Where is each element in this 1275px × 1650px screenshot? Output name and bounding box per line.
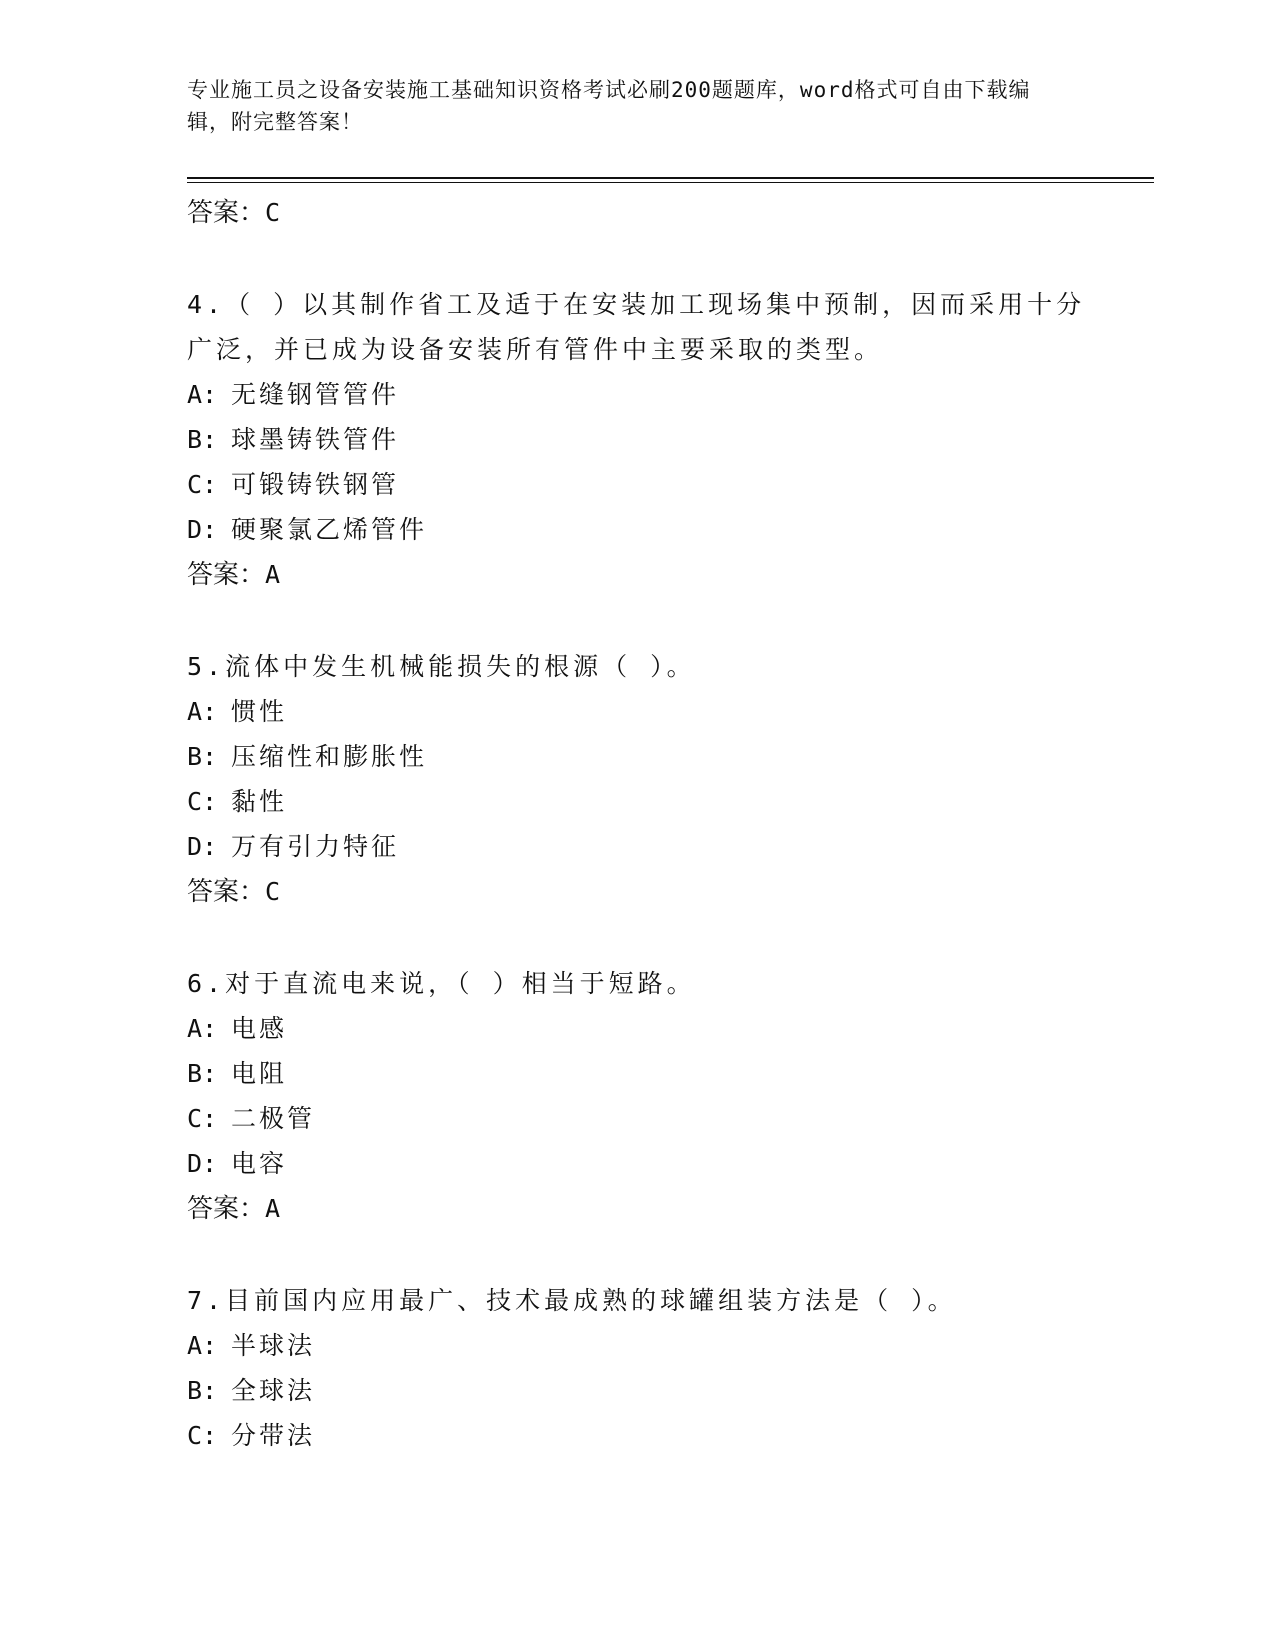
option-d: [187, 824, 1087, 869]
question-text: 6.对于直流电来说，（ ）相当于短路。: [187, 969, 696, 998]
option-text: 电感: [231, 1014, 288, 1043]
option-letter: C:: [187, 470, 218, 499]
option-text: 无缝钢管管件: [231, 380, 400, 409]
question-block: [187, 282, 1087, 598]
option-text: 黏性: [231, 787, 288, 816]
option-b: [187, 1051, 1087, 1096]
document-body: [187, 190, 1087, 1504]
option-letter: C:: [187, 1421, 218, 1450]
option-letter: C:: [187, 787, 218, 816]
option-a: [187, 689, 1087, 734]
answer-value: C: [265, 198, 281, 227]
option-text: 球墨铸铁管件: [231, 425, 400, 454]
option-d: [187, 1141, 1087, 1186]
option-c: [187, 779, 1087, 824]
option-letter: A:: [187, 1331, 218, 1360]
answer-value: C: [265, 877, 281, 906]
answer-label: 答案：: [187, 877, 266, 907]
answer-value: A: [265, 1194, 281, 1223]
option-text: 万有引力特征: [231, 832, 400, 861]
option-letter: D:: [187, 1149, 218, 1178]
option-b: [187, 417, 1087, 462]
option-a: [187, 1323, 1087, 1368]
option-text: 硬聚氯乙烯管件: [231, 515, 428, 544]
option-text: 分带法: [231, 1421, 316, 1450]
option-letter: B:: [187, 742, 218, 771]
answer-label: 答案：: [187, 1194, 266, 1224]
option-letter: A:: [187, 1014, 218, 1043]
option-d: [187, 507, 1087, 552]
option-c: [187, 462, 1087, 507]
answer-value: A: [265, 560, 281, 589]
question-text: 5.流体中发生机械能损失的根源（ ）。: [187, 652, 696, 681]
option-c: [187, 1096, 1087, 1141]
option-text: 半球法: [231, 1331, 316, 1360]
option-a: [187, 1006, 1087, 1051]
question-block: [187, 961, 1087, 1232]
question-block: [187, 644, 1087, 915]
answer-label: 答案：: [187, 560, 266, 590]
option-text: 压缩性和膨胀性: [231, 742, 428, 771]
option-b: [187, 1368, 1087, 1413]
header-divider-thin: [187, 182, 1154, 183]
answer-line: [187, 552, 1087, 598]
option-letter: C:: [187, 1104, 218, 1133]
option-letter: B:: [187, 1376, 218, 1405]
option-b: [187, 734, 1087, 779]
answer-line: [187, 1186, 1087, 1232]
option-letter: B:: [187, 1059, 218, 1088]
question-block: [187, 1278, 1087, 1458]
option-a: [187, 372, 1087, 417]
option-letter: A:: [187, 697, 218, 726]
option-c: [187, 1413, 1087, 1458]
header-divider: [187, 177, 1154, 179]
question-text: 7.目前国内应用最广、技术最成熟的球罐组装方法是（ ）。: [187, 1286, 957, 1315]
option-text: 可锻铸铁钢管: [231, 470, 400, 499]
option-letter: A:: [187, 380, 218, 409]
option-text: 电阻: [231, 1059, 288, 1088]
document-header: 专业施工员之设备安装施工基础知识资格考试必刷200题题库，word格式可自由下载编辑，附完整答案！: [187, 78, 1031, 134]
question-text: 4.（ ）以其制作省工及适于在安装加工现场集中预制，因而采用十分广泛，并已成为设备安装所有管件中主要采取的类型。: [187, 290, 1086, 364]
answer-line: [187, 869, 1087, 915]
answer-label: 答案：: [187, 198, 266, 228]
option-letter: D:: [187, 515, 218, 544]
option-text: 惯性: [231, 697, 288, 726]
option-text: 电容: [231, 1149, 288, 1178]
option-text: 二极管: [231, 1104, 316, 1133]
option-text: 全球法: [231, 1376, 316, 1405]
option-letter: B:: [187, 425, 218, 454]
option-letter: D:: [187, 832, 218, 861]
answer-line: [187, 190, 1087, 236]
